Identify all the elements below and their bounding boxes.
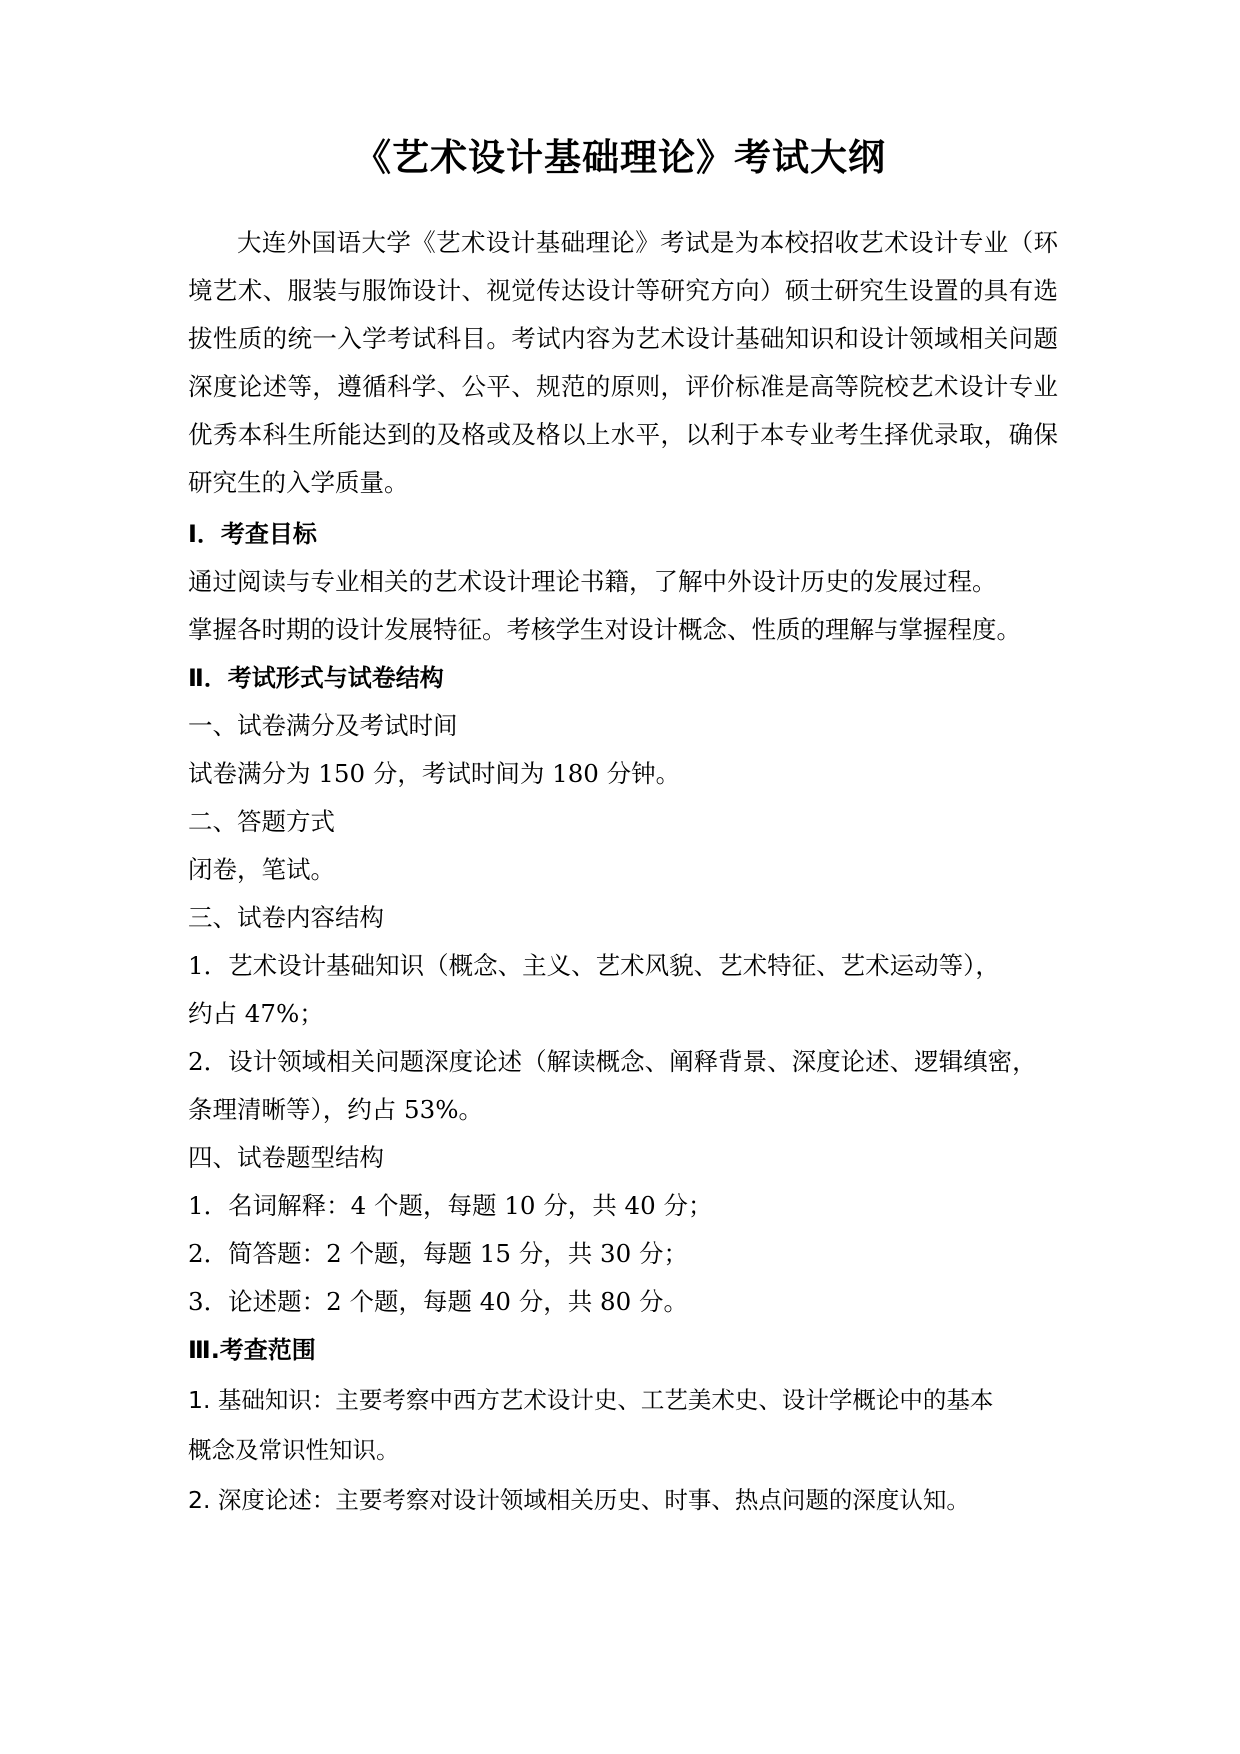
- question-type-item-1: 1．名词解释：4 个题，每题 10 分，共 40 分；: [188, 1191, 713, 1220]
- content-structure-item-2-line-2: 条理清晰等），约占 53%。: [188, 1095, 483, 1124]
- question-type-item-2: 2．简答题：2 个题，每题 15 分，共 30 分；: [188, 1239, 688, 1268]
- section1-line-2: 掌握各时期的设计发展特征。考核学生对设计概念、性质的理解与掌握程度。: [188, 615, 1021, 644]
- section2-heading: Ⅱ．考试形式与试卷结构: [188, 664, 444, 692]
- subsection-title-answer-mode: 二、答题方式: [188, 807, 335, 836]
- intro-paragraph: 大连外国语大学《艺术设计基础理论》考试是为本校招收艺术设计专业（环境艺术、服装与服饰设计、视觉传达设计等研究方向）硕士研究生设置的具有选拔性质的统一入学考试科目。考试内容为艺术设计基础知识和设计领域相关问题深度论述等，遵循科学、公平、规范的原则，评价标准是高等院校艺术设计专业优秀本科生所能达到的及格或及格以上水平，以利于本专业考生择优录取，确保研究生的入学质量。: [188, 228, 1058, 497]
- section3-heading: Ⅲ.考查范围: [188, 1336, 316, 1364]
- subsection-title-question-types: 四、试卷题型结构: [188, 1143, 384, 1172]
- content-structure-item-1-line-2: 约占 47%；: [188, 999, 324, 1028]
- scope-item-1-line-2: 概念及常识性知识。: [188, 1436, 400, 1464]
- section1-heading: Ⅰ．考查目标: [188, 520, 317, 548]
- scope-item-2-line-1: 2. 深度论述：主要考察对设计领域相关历史、时事、热点问题的深度认知。: [188, 1486, 970, 1514]
- content-structure-item-2-line-1: 2．设计领域相关问题深度论述（解读概念、阐释背景、深度论述、逻辑缜密，: [188, 1047, 1037, 1076]
- subsection-title-content-structure: 三、试卷内容结构: [188, 903, 384, 932]
- score-time-text: 试卷满分为 150 分，考试时间为 180 分钟。: [188, 759, 681, 788]
- answer-mode-text: 闭卷，笔试。: [188, 855, 335, 884]
- scope-item-1-line-1: 1. 基础知识：主要考察中西方艺术设计史、工艺美术史、设计学概论中的基本: [188, 1386, 994, 1414]
- section1-line-1: 通过阅读与专业相关的艺术设计理论书籍，了解中外设计历史的发展过程。: [188, 567, 997, 596]
- question-type-item-3: 3．论述题：2 个题，每题 40 分，共 80 分。: [188, 1287, 688, 1316]
- subsection-title-score-time: 一、试卷满分及考试时间: [188, 711, 458, 740]
- document-title: 《艺术设计基础理论》考试大纲: [354, 136, 886, 179]
- content-structure-item-1-line-1: 1．艺术设计基础知识（概念、主义、艺术风貌、艺术特征、艺术运动等），: [188, 951, 1000, 980]
